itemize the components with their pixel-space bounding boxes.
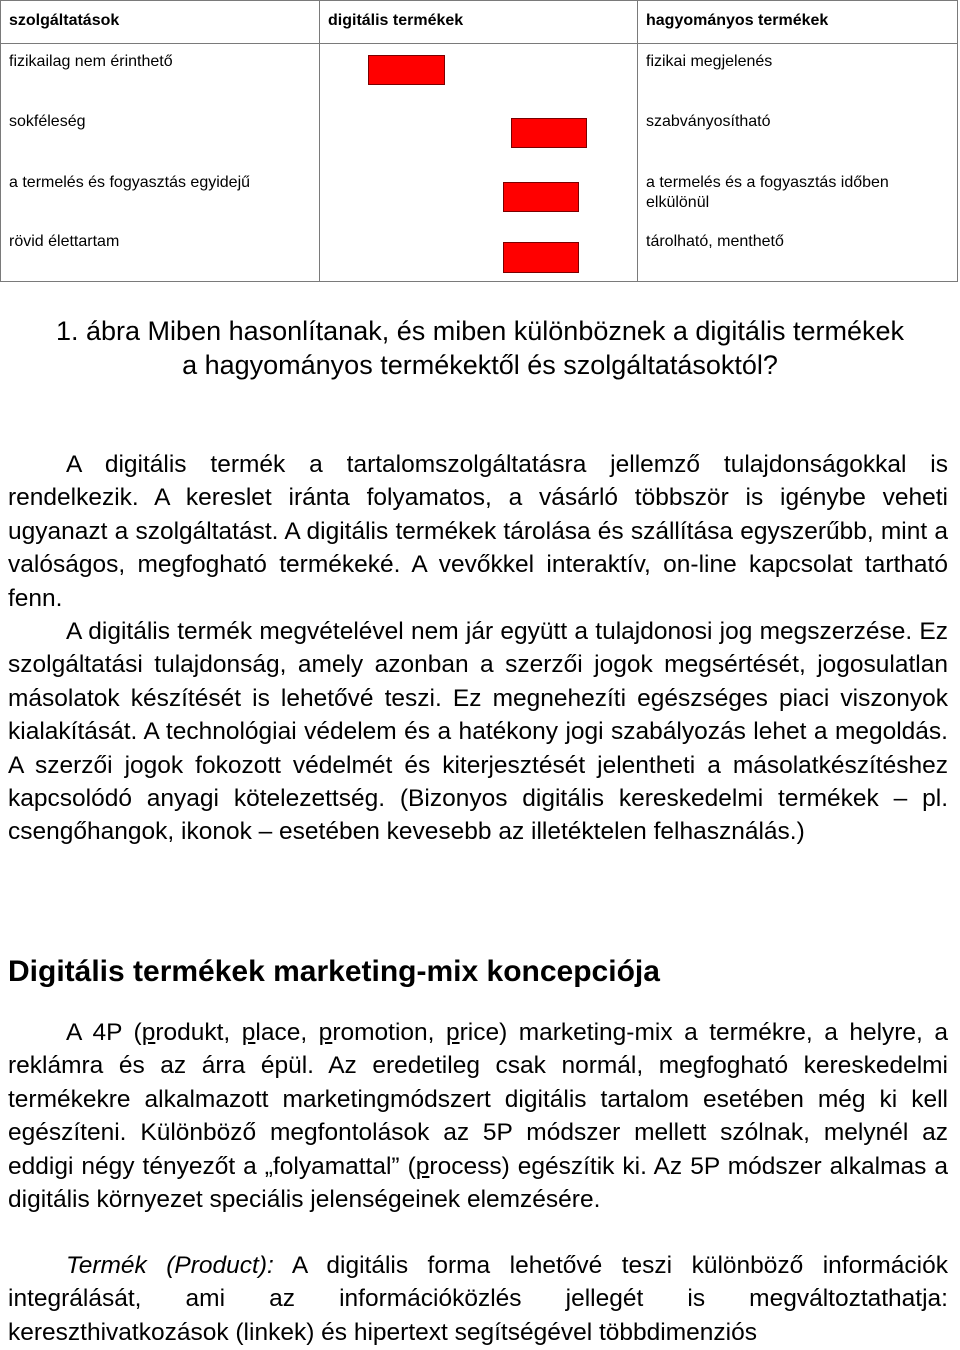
- table-cell-right: tárolható, menthető: [646, 233, 784, 250]
- section-heading: Digitális termékek marketing-mix koncepciója: [8, 955, 660, 988]
- body-paragraph: [8, 615, 948, 849]
- table-divider: [1, 43, 957, 44]
- body-paragraph: [8, 1249, 948, 1349]
- body-paragraph: [8, 1016, 948, 1216]
- italic-term: Termék (Product):: [66, 1252, 274, 1279]
- table-cell-right: elkülönül: [646, 194, 710, 211]
- paragraph-text: rocess) egészítik ki. Az 5P módszer alkalmas a digitális környezet speciális jelenségeinek elemzésére.: [8, 1152, 948, 1214]
- red-marker: [503, 242, 579, 273]
- table-header-digital: digitális termékek: [328, 12, 464, 29]
- table-cell-left: fizikailag nem érinthető: [9, 53, 173, 70]
- underlined-letter: p: [141, 1019, 156, 1046]
- paragraph-text: romotion,: [332, 1019, 446, 1046]
- comparison-table: [0, 0, 958, 282]
- underlined-letter: p: [415, 1152, 430, 1180]
- table-cell-right: szabványosítható: [646, 113, 771, 130]
- table-cell-left: a termelés és fogyasztás egyidejű: [9, 174, 251, 191]
- red-marker: [503, 182, 579, 212]
- table-header-traditional: hagyományos termékek: [646, 12, 829, 29]
- red-marker: [368, 55, 445, 85]
- table-cell-right: a termelés és a fogyasztás időben: [646, 174, 889, 191]
- underlined-letter: p: [445, 1019, 460, 1046]
- caption-line-1: 1. ábra Miben hasonlítanak, és miben különböznek a digitális termékek: [56, 316, 904, 346]
- paragraph-text: A digitális forma lehetővé teszi különböző információk integrálását, ami az információközlés jellegét is megváltoztathatja: kereszthivatkozások (linkek) és hipertext segítségével többdimenziós: [8, 1252, 948, 1346]
- paragraph-text: rice) marketing-mix a termékre, a helyre, a reklámra és az árra épül. Az eredetileg csak normál, megfogható kereskedelmi termékekre alkalmazott marketingmódszert digitális tartalom esetében még ki kell egészíteni. Különböző megfontolások az 5P módszer mellett szólnak, melynél az eddigi négy tényezőt a „folyamattal” (: [8, 1019, 948, 1180]
- underlined-letter: p: [318, 1019, 333, 1046]
- paragraph-text: A digitális termék megvételével nem jár együtt a tulajdonosi jog megszerzése. Ez szolgáltatási tulajdonság, amely azonban a szerzői jogok megsértését, jogosulatlan másolatok készítését is lehetővé teszi. Ez megnehezíti egészséges piaci viszonyok kialakítását. A technológiai védelem és a hatékony jogi szabályozás lehet a megoldás. A szerzői jogok fokozott védelmét és kiterjesztését jelentheti a másolatkészítéshez kapcsolódó anyagi kötelezettség. (Bizonyos digitális kereskedelmi termékek – pl. csengőhangok, ikonok – esetében kevesebb az illetéktelen felhasználás.): [8, 618, 948, 846]
- paragraph-text: A 4P (: [66, 1019, 142, 1046]
- figure-caption: [0, 314, 960, 382]
- table-header-services: szolgáltatások: [9, 12, 120, 29]
- table-cell-left: rövid élettartam: [9, 233, 120, 250]
- body-paragraph: [8, 448, 948, 615]
- paragraph-text: lace,: [255, 1019, 319, 1046]
- table-cell-right: fizikai megjelenés: [646, 53, 773, 70]
- red-marker: [511, 118, 587, 148]
- paragraph-text: rodukt,: [155, 1019, 242, 1046]
- caption-line-2: a hagyományos termékektől és szolgáltatásoktól?: [182, 350, 778, 380]
- table-cell-left: sokféleség: [9, 113, 86, 130]
- underlined-letter: p: [241, 1019, 256, 1046]
- paragraph-text: A digitális termék a tartalomszolgáltatásra jellemző tulajdonságokkal is rendelkezik. A kereslet iránta folyamatos, a vásárló többször is igénybe veheti ugyanazt a szolgáltatást. A digitális termékek tárolása és szállítása egyszerűbb, mint a valóságos, megfogható termékeké. A vevőkkel interaktív, on-line kapcsolat tartható fenn.: [8, 451, 948, 612]
